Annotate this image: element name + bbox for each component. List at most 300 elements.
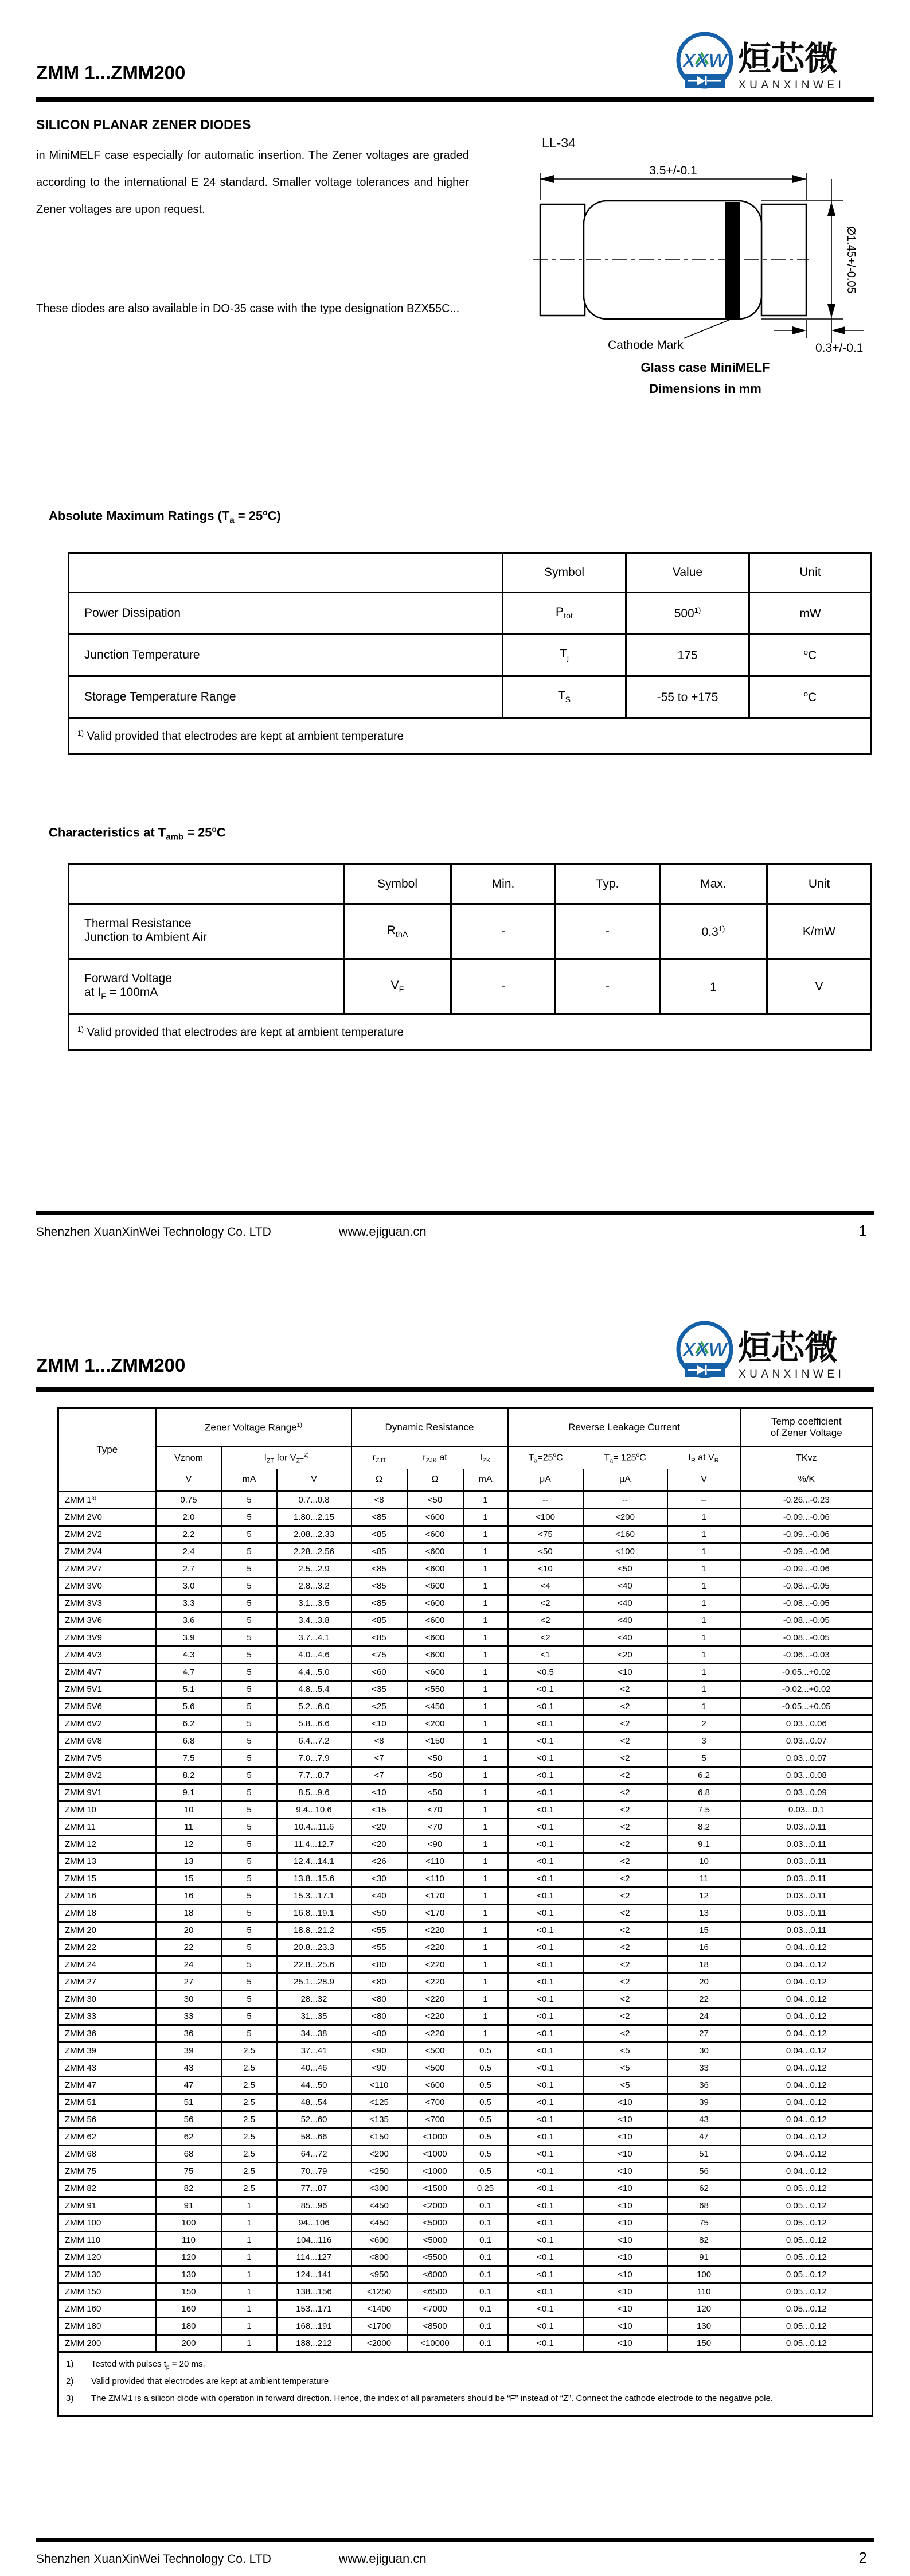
cell-ir-vr: 36 <box>667 2077 741 2094</box>
chars-row-max: 0.3$^{1)}$ <box>660 904 767 959</box>
cell-rzjk: <110 <box>407 1870 463 1888</box>
cell-vznom: 39 <box>156 2042 222 2060</box>
cell-ir-vr: 20 <box>667 1974 741 1991</box>
cell-ta25: <0.1 <box>508 1888 583 1905</box>
cell-rzjt: <800 <box>351 2249 407 2266</box>
cell-rzjk: <110 <box>407 1853 463 1870</box>
cell-izt: 5 <box>222 1853 277 1870</box>
cell-izk: 1 <box>463 1974 508 1991</box>
cell-izt: 5 <box>222 1526 277 1543</box>
cell-vznom: 160 <box>156 2301 222 2318</box>
cell-tkvz: 0.05...0.12 <box>741 2318 873 2335</box>
cell-izk: 1 <box>463 1801 508 1819</box>
cell-ir-vr: 82 <box>667 2232 741 2249</box>
cell-tkvz: 0.05...0.12 <box>741 2215 873 2232</box>
unit-izk: mA <box>463 1469 508 1491</box>
cell-izt: 5 <box>222 2008 277 2025</box>
cell-izk: 1 <box>463 1578 508 1595</box>
amr-col-symbol: Symbol <box>503 553 626 593</box>
cell-vzt-range: 4.8...5.4 <box>277 1681 351 1698</box>
cell-type: ZMM 1³⁾ <box>58 1491 156 1509</box>
cell-rzjk: <50 <box>407 1750 463 1767</box>
cell-ta125: <2 <box>583 1767 667 1784</box>
chars-col-min: Min. <box>451 865 556 904</box>
amr-col-blank <box>69 553 503 593</box>
cell-rzjk: <600 <box>407 2077 463 2094</box>
cell-ta25: <0.1 <box>508 1905 583 1922</box>
cell-ta125: <2 <box>583 1836 667 1853</box>
cell-ta125: <2 <box>583 1922 667 1939</box>
cell-vzt-range: 2.8...3.2 <box>277 1578 351 1595</box>
col-ta125: $T_a= 125^oC$ <box>583 1447 667 1470</box>
cell-vzt-range: 138...156 <box>277 2283 351 2301</box>
cell-tkvz: 0.04...0.12 <box>741 2077 873 2094</box>
cell-izt: 2.5 <box>222 2180 277 2197</box>
cell-ta25: <0.1 <box>508 1750 583 1767</box>
cell-type: ZMM 5V1 <box>58 1681 156 1698</box>
cell-rzjt: <60 <box>351 1664 407 1681</box>
cell-rzjk: <1000 <box>407 2163 463 2180</box>
amr-col-unit: Unit <box>749 553 872 593</box>
cell-vzt-range: 104...116 <box>277 2232 351 2249</box>
cell-vznom: 51 <box>156 2094 222 2111</box>
cell-vzt-range: 4.4...5.0 <box>277 1664 351 1681</box>
table-row <box>58 1578 873 1595</box>
cell-ta25: <0.1 <box>508 2215 583 2232</box>
page-number: 1 <box>858 1222 867 1239</box>
table-row <box>58 1819 873 1836</box>
cell-ta25: <0.1 <box>508 1836 583 1853</box>
cell-type: ZMM 30 <box>58 1991 156 2008</box>
spec-header-groups <box>58 1408 873 1447</box>
cell-tkvz: 0.04...0.12 <box>741 2008 873 2025</box>
cell-vzt-range: 4.0...4.6 <box>277 1647 351 1664</box>
cell-izt: 5 <box>222 2025 277 2042</box>
cell-rzjk: <600 <box>407 1561 463 1578</box>
cell-vznom: 2.0 <box>156 1509 222 1526</box>
chars-row-forward-voltage <box>69 959 872 1014</box>
amr-footnote-row <box>69 718 872 754</box>
cell-tkvz: 0.05...0.12 <box>741 2283 873 2301</box>
cell-ir-vr: 6.2 <box>667 1767 741 1784</box>
logo-brand-cn: 烜芯微 <box>738 1329 838 1367</box>
cell-rzjt: <7 <box>351 1750 407 1767</box>
cell-ta25: <0.1 <box>508 2128 583 2146</box>
cell-vznom: 120 <box>156 2249 222 2266</box>
amr-table <box>68 552 872 755</box>
cell-ta125: <2 <box>583 1801 667 1819</box>
cell-ta25: <100 <box>508 1509 583 1526</box>
spec-header-labels <box>58 1447 873 1470</box>
cell-ir-vr: 1 <box>667 1681 741 1698</box>
cell-ta125: <2 <box>583 1870 667 1888</box>
intro-paragraph-1: in MiniMELF case especially for automatic insertion. The Zener voltages are graded according to the international E 24 standard. Smaller voltage tolerances and higher Zener voltages are upon request. <box>36 149 469 216</box>
cell-ir-vr: 22 <box>667 1991 741 2008</box>
cell-vzt-range: 77...87 <box>277 2180 351 2197</box>
cell-type: ZMM 110 <box>58 2232 156 2249</box>
cell-izk: 1 <box>463 1853 508 1870</box>
cell-tkvz: 0.03...0.11 <box>741 1905 873 1922</box>
cell-vzt-range: 168...191 <box>277 2318 351 2335</box>
cell-rzjt: <125 <box>351 2094 407 2111</box>
cell-izk: 0.5 <box>463 2128 508 2146</box>
cell-vzt-range: 22.8...25.6 <box>277 1956 351 1974</box>
table-footnote <box>61 2375 866 2392</box>
cell-izk: 0.25 <box>463 2180 508 2197</box>
cell-tkvz: 0.03...0.06 <box>741 1715 873 1733</box>
amr-header-row <box>69 553 872 593</box>
cell-tkvz: 0.03...0.11 <box>741 1836 873 1853</box>
cell-izt: 5 <box>222 1681 277 1698</box>
table-row <box>58 1939 873 1956</box>
logo-mark-icon <box>672 1318 876 1388</box>
cell-tkvz: 0.04...0.12 <box>741 2042 873 2060</box>
chars-row-typ: - <box>556 959 660 1014</box>
cell-vznom: 150 <box>156 2283 222 2301</box>
doc-title: ZMM 1...ZMM200 <box>36 1355 186 1376</box>
cell-izt: 1 <box>222 2232 277 2249</box>
cell-izk: 1 <box>463 1629 508 1647</box>
footer-company: Shenzhen XuanXinWei Technology Co. LTD <box>36 1225 271 1239</box>
cell-vznom: 68 <box>156 2146 222 2163</box>
cell-ir-vr: 100 <box>667 2266 741 2283</box>
table-row <box>58 2180 873 2197</box>
cell-ta125: <10 <box>583 2266 667 2283</box>
cell-izk: 0.5 <box>463 2111 508 2128</box>
cell-vzt-range: 3.1...3.5 <box>277 1595 351 1612</box>
table-row <box>58 2146 873 2163</box>
cell-vznom: 100 <box>156 2215 222 2232</box>
cell-type: ZMM 6V2 <box>58 1715 156 1733</box>
cell-ta125: <40 <box>583 1578 667 1595</box>
cell-ir-vr: 30 <box>667 2042 741 2060</box>
cell-izk: 1 <box>463 1836 508 1853</box>
table-footnote <box>61 2392 866 2409</box>
cell-tkvz: 0.03...0.1 <box>741 1801 873 1819</box>
cell-ir-vr: 13 <box>667 1905 741 1922</box>
cell-vznom: 22 <box>156 1939 222 1956</box>
cell-rzjt: <85 <box>351 1526 407 1543</box>
cell-ir-vr: 1 <box>667 1509 741 1526</box>
table-row <box>58 1491 873 1509</box>
cell-ir-vr: 18 <box>667 1956 741 1974</box>
table-row <box>58 2318 873 2335</box>
cell-rzjk: <600 <box>407 1543 463 1561</box>
package-caption-line2: Dimensions in mm <box>649 382 761 396</box>
cell-ta25: <2 <box>508 1612 583 1629</box>
table-row <box>58 2094 873 2111</box>
table-row <box>58 2301 873 2318</box>
cell-vznom: 3.6 <box>156 1612 222 1629</box>
cell-type: ZMM 2V0 <box>58 1509 156 1526</box>
dim-length-label: 3.5+/-0.1 <box>649 164 697 177</box>
cell-type: ZMM 160 <box>58 2301 156 2318</box>
cell-izk: 0.5 <box>463 2146 508 2163</box>
group-dynamic-resistance: Dynamic Resistance <box>351 1408 508 1447</box>
cell-vznom: 3.3 <box>156 1595 222 1612</box>
cell-rzjk: <220 <box>407 1922 463 1939</box>
cell-vzt-range: 20.8...23.3 <box>277 1939 351 1956</box>
cell-izt: 5 <box>222 1939 277 1956</box>
cell-rzjt: <25 <box>351 1698 407 1715</box>
cell-rzjt: <7 <box>351 1767 407 1784</box>
chars-col-typ: Typ. <box>556 865 660 904</box>
cell-vzt-range: 6.4...7.2 <box>277 1733 351 1750</box>
cell-rzjt: <30 <box>351 1870 407 1888</box>
cell-vzt-range: 188...212 <box>277 2335 351 2352</box>
cell-izk: 1 <box>463 1767 508 1784</box>
cell-ir-vr: 91 <box>667 2249 741 2266</box>
cell-izk: 0.1 <box>463 2266 508 2283</box>
cell-type: ZMM 4V3 <box>58 1647 156 1664</box>
cell-ta125: <160 <box>583 1526 667 1543</box>
cell-tkvz: 0.05...0.12 <box>741 2301 873 2318</box>
unit-ir: V <box>667 1469 741 1491</box>
cell-vzt-range: 16.8...19.1 <box>277 1905 351 1922</box>
page-footer <box>36 1222 874 1240</box>
cell-izt: 5 <box>222 1922 277 1939</box>
cell-rzjt: <75 <box>351 1647 407 1664</box>
cell-ta125: <2 <box>583 1956 667 1974</box>
table-row <box>58 1974 873 1991</box>
cell-vznom: 180 <box>156 2318 222 2335</box>
cell-izt: 5 <box>222 1870 277 1888</box>
cell-ir-vr: 12 <box>667 1888 741 1905</box>
cell-rzjk: <450 <box>407 1698 463 1715</box>
cell-izt: 5 <box>222 1956 277 1974</box>
cell-vzt-range: 94...106 <box>277 2215 351 2232</box>
cell-ta125: <10 <box>583 2128 667 2146</box>
amr-row-label: Junction Temperature <box>69 635 503 676</box>
cell-ta25: <0.1 <box>508 2283 583 2301</box>
cell-vzt-range: 37...41 <box>277 2042 351 2060</box>
cell-rzjk: <700 <box>407 2111 463 2128</box>
footnote-number: 2) <box>66 2376 74 2386</box>
cell-type: ZMM 16 <box>58 1888 156 1905</box>
footer-rule <box>36 2538 874 2542</box>
cell-ta25: <0.1 <box>508 1956 583 1974</box>
cell-ta125: <10 <box>583 2283 667 2301</box>
cell-izt: 5 <box>222 1767 277 1784</box>
cell-tkvz: 0.04...0.12 <box>741 2111 873 2128</box>
cell-tkvz: 0.04...0.12 <box>741 2094 873 2111</box>
cell-type: ZMM 51 <box>58 2094 156 2111</box>
group-zener-voltage-range: Zener Voltage Range$^{1)}$ <box>156 1408 351 1447</box>
cell-type: ZMM 18 <box>58 1905 156 1922</box>
cell-rzjk: <600 <box>407 1509 463 1526</box>
cell-izk: 1 <box>463 1750 508 1767</box>
cell-ta125: <5 <box>583 2042 667 2060</box>
cell-vzt-range: 0.7...0.8 <box>277 1491 351 1509</box>
cell-ir-vr: 8.2 <box>667 1819 741 1836</box>
cell-rzjk: <5500 <box>407 2249 463 2266</box>
cell-type: ZMM 2V2 <box>58 1526 156 1543</box>
cell-izk: 1 <box>463 2008 508 2025</box>
cell-izt: 2.5 <box>222 2146 277 2163</box>
cell-izk: 1 <box>463 1612 508 1629</box>
table-row <box>58 1836 873 1853</box>
cell-rzjk: <7000 <box>407 2301 463 2318</box>
cell-vznom: 24 <box>156 1956 222 1974</box>
cell-vznom: 3.9 <box>156 1629 222 1647</box>
cell-rzjk: <220 <box>407 1974 463 1991</box>
cell-ir-vr: 120 <box>667 2301 741 2318</box>
cell-rzjk: <1000 <box>407 2128 463 2146</box>
footer-rule <box>36 1211 874 1215</box>
cell-izk: 1 <box>463 1905 508 1922</box>
cell-rzjk: <50 <box>407 1767 463 1784</box>
footer-website[interactable]: www.ejiguan.cn <box>338 2551 427 2566</box>
cell-ta25: <1 <box>508 1647 583 1664</box>
cell-rzjk: <50 <box>407 1491 463 1509</box>
cell-tkvz: -0.08...-0.05 <box>741 1612 873 1629</box>
cell-ir-vr: 51 <box>667 2146 741 2163</box>
cell-rzjt: <80 <box>351 1956 407 1974</box>
cell-ta125: <2 <box>583 1681 667 1698</box>
chars-header-row <box>69 865 872 904</box>
cell-rzjt: <450 <box>351 2215 407 2232</box>
cell-rzjk: <90 <box>407 1836 463 1853</box>
cell-tkvz: 0.03...0.11 <box>741 1922 873 1939</box>
amr-row-value: -55 to +175 <box>626 676 749 718</box>
cell-rzjk: <220 <box>407 1956 463 1974</box>
cell-vznom: 6.2 <box>156 1715 222 1733</box>
cell-rzjt: <8 <box>351 1491 407 1509</box>
table-row <box>58 2042 873 2060</box>
cell-vznom: 15 <box>156 1870 222 1888</box>
cell-rzjt: <10 <box>351 1715 407 1733</box>
amr-row-unit: $^o$C <box>749 635 872 676</box>
logo-brand-cn: 烜芯微 <box>738 40 838 77</box>
cell-rzjt: <80 <box>351 1991 407 2008</box>
cell-ta125: <40 <box>583 1612 667 1629</box>
cell-tkvz: 0.04...0.12 <box>741 2163 873 2180</box>
cell-vznom: 7.5 <box>156 1750 222 1767</box>
amr-row-storage-temp <box>69 676 872 718</box>
cell-tkvz: 0.05...0.12 <box>741 2197 873 2215</box>
cell-tkvz: 0.04...0.12 <box>741 2025 873 2042</box>
cell-vznom: 75 <box>156 2163 222 2180</box>
cell-ir-vr: 1 <box>667 1612 741 1629</box>
cell-izt: 5 <box>222 1647 277 1664</box>
cell-vznom: 33 <box>156 2008 222 2025</box>
logo-monogram: XXW <box>682 1339 727 1361</box>
cell-rzjt: <10 <box>351 1784 407 1801</box>
table-row <box>58 1750 873 1767</box>
table-row <box>58 2335 873 2352</box>
cell-rzjt: <85 <box>351 1612 407 1629</box>
cell-vznom: 82 <box>156 2180 222 2197</box>
cell-type: ZMM 3V6 <box>58 1612 156 1629</box>
cell-vzt-range: 124...141 <box>277 2266 351 2283</box>
cell-type: ZMM 22 <box>58 1939 156 1956</box>
cell-tkvz: -0.05...+0.05 <box>741 1698 873 1715</box>
cell-ta25: <0.1 <box>508 1870 583 1888</box>
cell-rzjk: <6000 <box>407 2266 463 2283</box>
cell-vzt-range: 153...171 <box>277 2301 351 2318</box>
group-reverse-leakage: Reverse Leakage Current <box>508 1408 741 1447</box>
footer-website[interactable]: www.ejiguan.cn <box>338 1224 427 1239</box>
amr-row-unit: $^o$C <box>749 676 872 718</box>
cell-type: ZMM 4V7 <box>58 1664 156 1681</box>
cell-tkvz: 0.03...0.07 <box>741 1733 873 1750</box>
col-rzjt: $r_{ZJT}$ <box>351 1447 407 1470</box>
cell-izt: 1 <box>222 2335 277 2352</box>
cell-vzt-range: 15.3...17.1 <box>277 1888 351 1905</box>
chars-table <box>68 863 872 1051</box>
cell-ir-vr: 110 <box>667 2283 741 2301</box>
amr-row-value: 500$^{1)}$ <box>626 593 749 635</box>
cell-izk: 0.1 <box>463 2197 508 2215</box>
cell-tkvz: 0.05...0.12 <box>741 2180 873 2197</box>
table-row <box>58 1922 873 1939</box>
table-row <box>58 2266 873 2283</box>
cell-ir-vr: 1 <box>667 1595 741 1612</box>
cell-rzjt: <85 <box>351 1595 407 1612</box>
table-row <box>58 1698 873 1715</box>
cell-rzjk: <600 <box>407 1526 463 1543</box>
cell-ta25: <0.1 <box>508 1698 583 1715</box>
footnote-number: 1) <box>66 2359 74 2369</box>
cell-type: ZMM 91 <box>58 2197 156 2215</box>
cell-tkvz: 0.04...0.12 <box>741 2060 873 2077</box>
chars-heading: Characteristics at $T_{amb} = 25^oC$ <box>49 825 226 842</box>
cell-ir-vr: 68 <box>667 2197 741 2215</box>
cell-ta25: <0.1 <box>508 2094 583 2111</box>
cell-type: ZMM 3V0 <box>58 1578 156 1595</box>
cell-rzjk: <8500 <box>407 2318 463 2335</box>
cell-rzjk: <500 <box>407 2042 463 2060</box>
cell-vzt-range: 28...32 <box>277 1991 351 2008</box>
cell-type: ZMM 8V2 <box>58 1767 156 1784</box>
cell-type: ZMM 56 <box>58 2111 156 2128</box>
cell-ta25: <0.1 <box>508 1767 583 1784</box>
cell-vznom: 20 <box>156 1922 222 1939</box>
cell-ta125: <10 <box>583 2163 667 2180</box>
cell-rzjk: <600 <box>407 1612 463 1629</box>
amr-row-symbol: $T_j$ <box>503 635 626 676</box>
cell-vznom: 4.3 <box>156 1647 222 1664</box>
cell-rzjk: <600 <box>407 1664 463 1681</box>
cell-vznom: 130 <box>156 2266 222 2283</box>
cell-ta125: <40 <box>583 1629 667 1647</box>
cell-ir-vr: 75 <box>667 2215 741 2232</box>
cell-ta25: <50 <box>508 1543 583 1561</box>
cell-type: ZMM 2V4 <box>58 1543 156 1561</box>
table-row <box>58 1647 873 1664</box>
cell-ta25: <0.1 <box>508 1939 583 1956</box>
cell-ir-vr: -- <box>667 1491 741 1509</box>
cell-izk: 1 <box>463 1819 508 1836</box>
table-footnote <box>61 2357 866 2375</box>
cell-ir-vr: 3 <box>667 1733 741 1750</box>
cell-ta25: <10 <box>508 1561 583 1578</box>
chars-row-symbol: $R_{thA}$ <box>344 904 451 959</box>
unit-izt: mA <box>222 1469 277 1491</box>
cell-izk: 0.1 <box>463 2232 508 2249</box>
group-temp-coefficient: Temp coefficient of Zener Voltage <box>741 1408 873 1447</box>
cell-vzt-range: 58...66 <box>277 2128 351 2146</box>
cell-tkvz: 0.03...0.07 <box>741 1750 873 1767</box>
cell-izk: 0.1 <box>463 2249 508 2266</box>
table-row <box>58 1905 873 1922</box>
cell-vznom: 5.6 <box>156 1698 222 1715</box>
cell-izk: 0.5 <box>463 2060 508 2077</box>
package-outline-icon <box>533 154 877 360</box>
cell-tkvz: 0.03...0.11 <box>741 1870 873 1888</box>
cell-ir-vr: 6.8 <box>667 1784 741 1801</box>
col-ta25: $T_a=25^oC$ <box>508 1447 583 1470</box>
